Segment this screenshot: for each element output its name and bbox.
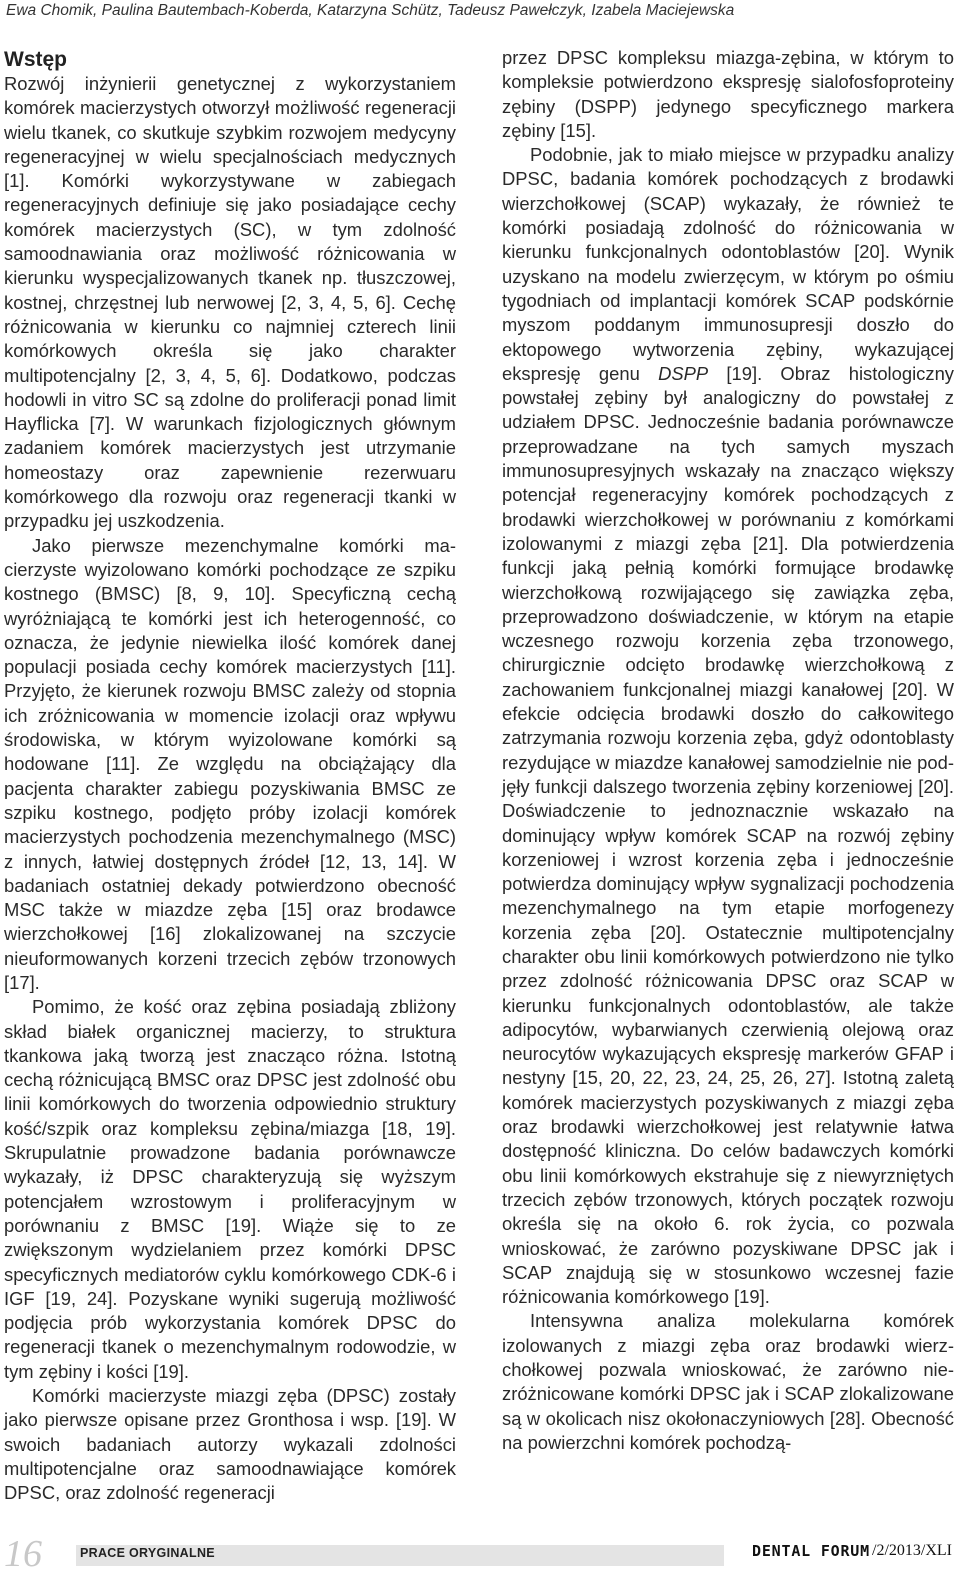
paragraph: Jako pierwsze mezenchymalne komórki macierzyste wyizolowano komórki pochodzące ze szpiku kostnego (BMSC) [8, 9, 10]. Specyficzną cechą wyróżniającą te komórki jest ich heterogenność, co oznacza, że jedynie niewielka ilość komórek danej populacji posiada cechy komórek macierzystych [11]. Przyjęto, że kierunek rozwoju BMSC zależy od stopnia ich zróżnicowania w momencie izolacji oraz wpływu środowiska, w którym wyizolowane komórki są hodowane [11]. Ze względu na obciążający dla pacjenta charakter zabiegu pozyskiwania BMSC ze szpiku kostnego, podjęto próby izolacji komórek macierzystych pochodzenia mezenchymalnego (MSC) z innych, łatwiej dostępnych źródeł [12, 13, 14]. W badaniach ostatniej dekady potwierdzono obecność MSC także w miazdze zęba [15] oraz brodawce wierzchołkowej [16] zlokalizowanej na szczycie nieuformowanych korzeni trzecich zębów trzonowych [17]. — [4, 534, 456, 993]
paragraph-text: [19]. Obraz histologiczny powstałej zębiny był analogiczny do powstałej z udziałem DPSC. Jednocześnie badania porównawcze przeprowadzane na tych samych myszach immunosupresyjnych wskazały na znacząco większy potencjał regeneracyjny komórek pochodzących z brodawki wierzchołkowej w porównaniu z komórkami izolowanymi z miazgi zęba [21]. Dla potwierdzenia funkcji jaką pełnią komórki formujące brodawkę wierzchołkową rozwijającego się zawiązka zęba, przeprowadzono doświadczenie, w którym na etapie wczesnego rozwoju korzenia zęba trzonowego, chirurgicznie odcięto brodawkę wierzchołkową z zachowaniem funkcjonalnej miazgi kanałowej [20]. W efekcie odcięcia brodawki doszło do całkowitego zatrzymania rozwoju korzenia zęba, gdyż odontoblasty rezydujące w miazdze kanałowej samodzielnie nie podjęły funkcji dalszego tworzenia zębiny korzeniowej [20]. Doświadczenie to jednoznacznie wskazało na dominujący wpływ komórek SCAP na rozwój zębiny korzeniowej i wzrost korzenia zęba i jednocześnie potwierdza dominujący wpływ sygnalizacji pochodzenia mezenchymalnego na tym etapie morfogenezy korzenia zęba [20]. Ostatecznie multipotencjalny charakter obu linii komórkowych potwierdzono nie tylko przez zdolność różnicowania DPSC oraz SCAP w kierunku funkcjonalnych odontoblastów, ale także adipocytów, wybarwianych czerwienią olejową oraz neurocytów wykazujących ekspresję markerów GFAP i nestyny [15, 20, 22, 23, 24, 25, 26, 27]. Istotną zaletą komórek macierzystych pozyskiwanych z miazgi zęba oraz brodawki wierzchołkowej jest relatywnie łatwa dostępność kliniczna. Do celów badawczych komórki obu linii komórkowych ekstrahuje się z niewyrzniętych trzecich zębów trzonowych, których początek rozwoju określa się na około 6. rok życia, co pozwala wnioskować, że zarówno pozyskiwane DPSC jak i SCAP znajdują się w stosunkowo wczesnej fazie różnicowania komórkowego [19]. — [502, 362, 955, 1308]
paragraph: Intensywna analiza molekularna komórek izolowanych z miazgi zęba oraz brodawki wierzchołkowej pozwala wnioskować, że zarówno niezróżnicowane komórki DPSC jak i SCAP zlokalizowane są w okolicach nisz okołonaczyniowych [28]. Obecność na powierzchni komórek pochodzą- — [502, 1310, 954, 1453]
section-label: PRACE ORYGINALNE — [80, 1546, 215, 1560]
paragraph: Rozwój inżynierii genetycznej z wykorzystaniem komórek macierzystych otworzył możliwość regeneracji wielu tkanek, co skutkuje szybkim rozwojem medycyny regeneracyjnej w wielu specjalnościach medycznych [1]. Komórki wykorzystywane w zabiegach regeneracyjnych definiuje się jako posiadające cechy komórek macierzystych (SC), w tym zdolność samoodnawiania oraz możliwość różnicowania w kierunku wyspecjalizowanych tkanek np. tłuszczowej, kostnej, chrzęstnej lub nerwowej [2, 3, 4, 5, 6]. Cechę różnicowania w kierunku co najmniej czterech linii komórkowych określa się jako charakter multipotencjalny [2, 3, 4, 5, 6]. Dodatkowo, podczas hodowli in vitro SC są zdolne do proliferacji ponad limit Hayflicka [7]. W warunkach fizjologicznych głównym zadaniem komórek macierzystych jest utrzymanie homeostazy oraz zapewnienie rezerwuaru komórkowego dla rozwoju oraz regeneracji tkanki w przypadku jej uszkodzenia. — [4, 73, 456, 532]
running-head: Ewa Chomik, Paulina Bautembach-Koberda, Katarzyna Schütz, Tadeusz Pawełczyk, Izabela Maciejewska — [6, 2, 735, 19]
section-heading: Wstęp — [4, 48, 67, 71]
paragraph: Komórki macierzyste miazgi zęba (DPSC) zostały jako pierwsze opisane przez Gronthosa i wsp. [19]. W swoich badaniach autorzy wykazali zdolności multipotencjalne oraz samoodnawiające komórek DPSC, oraz zdolność regeneracji — [4, 1385, 456, 1504]
gene-name: DSPP — [658, 362, 709, 384]
issue-number: /2/2013/XLI — [872, 1542, 952, 1559]
paragraph: przez DPSC kompleksu miazga-zębina, w którym to kompleksie potwierdzono ekspresję sialofosfoproteiny zębiny (DSPP) jedynego specyficznego markera zębiny [15]. — [502, 47, 954, 141]
journal-name: DENTAL FORUM — [752, 1542, 870, 1560]
right-column — [502, 46, 954, 1455]
left-column — [4, 48, 456, 1506]
page-number: 16 — [4, 1533, 42, 1575]
paragraph: Pomimo, że kość oraz zębina posiadają zbliżony skład białek organicznej macierzy, to struktura tkankowa jaką tworzą jest znacząco różna. Istotną cechą różnicującą BMSC oraz DPSC jest zdolność obu linii komórkowych do tworzenia odpowiednio struktury kość/szpik oraz kompleksu zębina/miazga [18, 19]. Skrupulatnie prowadzone badania porównawcze wykazały, iż DPSC charakteryzują się wyższym potencjałem wzrostowym i proliferacyjnym w porównaniu z BMSC [19]. Wiąże się to ze zwiększonym wydzielaniem przez komórki DPSC specyficznych mediatorów cyklu komórkowego CDK-6 i IGF [19, 24]. Pozyskane wyniki sugerują możliwość podjęcia prób wykorzystania komórek DPSC do regeneracji tkanek o mezenchymalnym rodowodzie, w tym zębiny i kości [19]. — [4, 996, 456, 1382]
paragraph-text: Podobnie, jak to miało miejsce w przypadku analizy DPSC, badania komórek pochodzących z brodawki wierzchołkowej (SCAP) wykazały, że również te komórki posiadają zdolność do różnicowania w kierunku funkcjonalnych odontoblastów [20]. Wynik uzyskano na modelu zwierzęcym, w którym po ośmiu tygodniach od implantacji komórek SCAP podskórnie myszom poddanym immunosupresji doszło do ektopowego wytworzenia zębiny, wykazującej ekspresję genu — [502, 144, 954, 384]
paragraph — [502, 143, 954, 1309]
